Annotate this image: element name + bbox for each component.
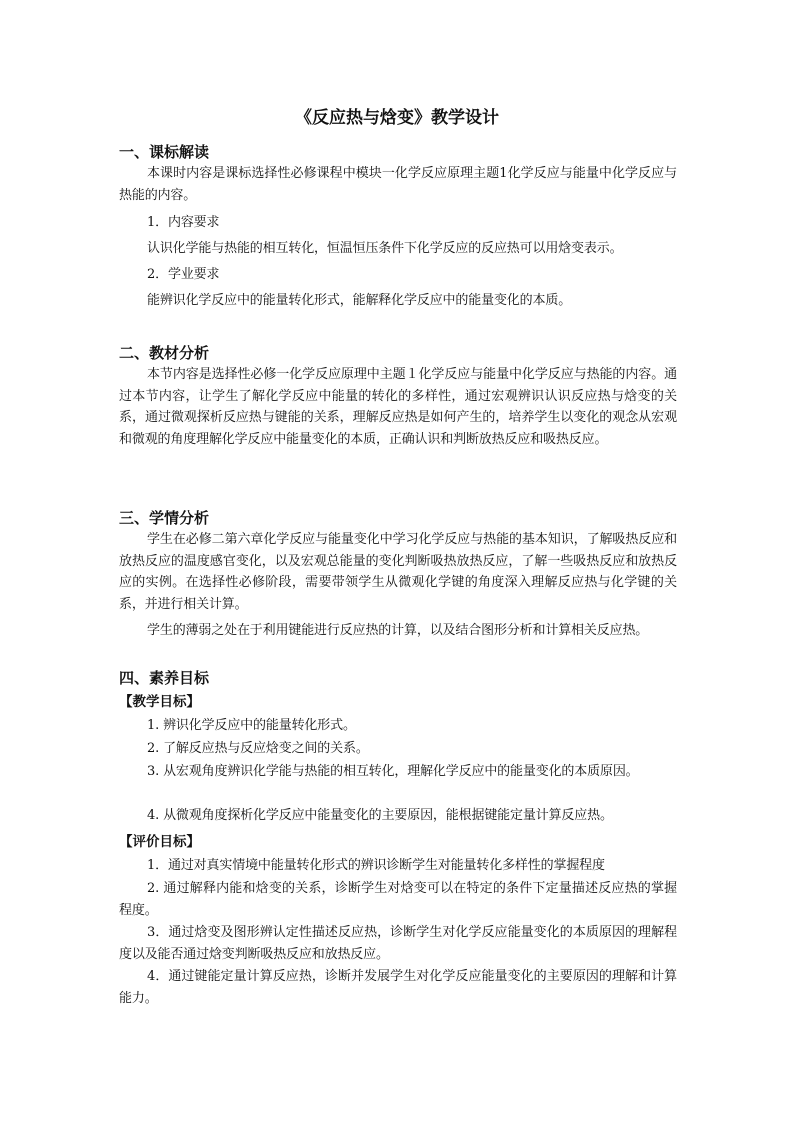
evaluation-goal-3: 3．通过焓变及图形辨认定性描述反应热，诊断学生对化学反应能量变化的本质原因的理解程度以及能否通过焓变判断吸热反应和放热反应。	[119, 925, 677, 962]
teaching-goal-2: 2. 了解反应热与反应焓变之间的关系。	[147, 741, 369, 756]
content-requirement-text: 认识化学能与热能的相互转化，恒温恒压条件下化学反应的反应热可以用焓变表示。	[147, 241, 623, 256]
teaching-goals-heading: 【教学目标】	[119, 694, 200, 710]
curriculum-intro-paragraph: 本课时内容是课标选择性必修课程中模块一化学反应原理主题1化学反应与能量中化学反应与热能的内容。	[119, 166, 677, 203]
document-title: 《反应热与焓变》教学设计	[295, 108, 499, 128]
evaluation-goal-4: 4．通过键能定量计算反应热，诊断并发展学生对化学反应能量变化的主要原因的理解和计算能力。	[119, 969, 677, 1006]
evaluation-goals-heading: 【评价目标】	[119, 834, 200, 850]
section-heading-learner: 三、学情分析	[119, 509, 210, 527]
section-heading-goals: 四、素养目标	[119, 669, 210, 687]
teaching-goal-3: 3. 从宏观角度辨识化学能与热能的相互转化，理解化学反应中的能量变化的本质原因。	[147, 764, 639, 779]
academic-requirement-text: 能辨识化学反应中的能量转化形式，能解释化学反应中的能量变化的本质。	[147, 293, 572, 308]
learner-analysis-paragraph: 学生在必修二第六章化学反应与能量变化中学习化学反应与热能的基本知识，了解吸热反应和放热反应的温度感官变化，以及宏观总能量的变化判断吸热放热反应，了解一些吸热反应和放热反应的实例。在选择性必修阶段，需要带领学生从微观化学键的角度深入理解反应热与化学键的关系，并进行相关计算。	[119, 532, 677, 612]
section-heading-curriculum: 一、课标解读	[119, 143, 210, 161]
learner-weakness-paragraph: 学生的薄弱之处在于利用键能进行反应热的计算，以及结合图形分析和计算相关反应热。	[147, 623, 649, 638]
textbook-analysis-paragraph: 本节内容是选择性必修一化学反应原理中主题１化学反应与能量中化学反应与热能的内容。通过本节内容，让学生了解化学反应中能量的转化的多样性，通过宏观辨识认识反应热与焓变的关系，通过微观探析反应热与键能的关系，理解反应热是如何产生的，培养学生以变化的观念从宏观和微观的角度理解化学反应中能量变化的本质，正确认识和判断放热反应和吸热反应。	[119, 367, 677, 447]
teaching-goal-1: 1. 辨识化学反应中的能量转化形式。	[147, 718, 356, 733]
academic-requirement-label: 2．学业要求	[147, 267, 220, 282]
evaluation-goal-2: 2. 通过解释内能和焓变的关系，诊断学生对焓变可以在特定的条件下定量描述反应热的掌握程度。	[119, 881, 677, 918]
evaluation-goal-1: 1．通过对真实情境中能量转化形式的辨识诊断学生对能量转化多样性的掌握程度	[147, 858, 605, 873]
content-requirement-label: 1．内容要求	[147, 215, 220, 230]
section-heading-textbook: 二、教材分析	[119, 344, 210, 362]
teaching-goal-4: 4. 从微观角度探析化学反应中能量变化的主要原因，能根据键能定量计算反应热。	[147, 808, 613, 823]
